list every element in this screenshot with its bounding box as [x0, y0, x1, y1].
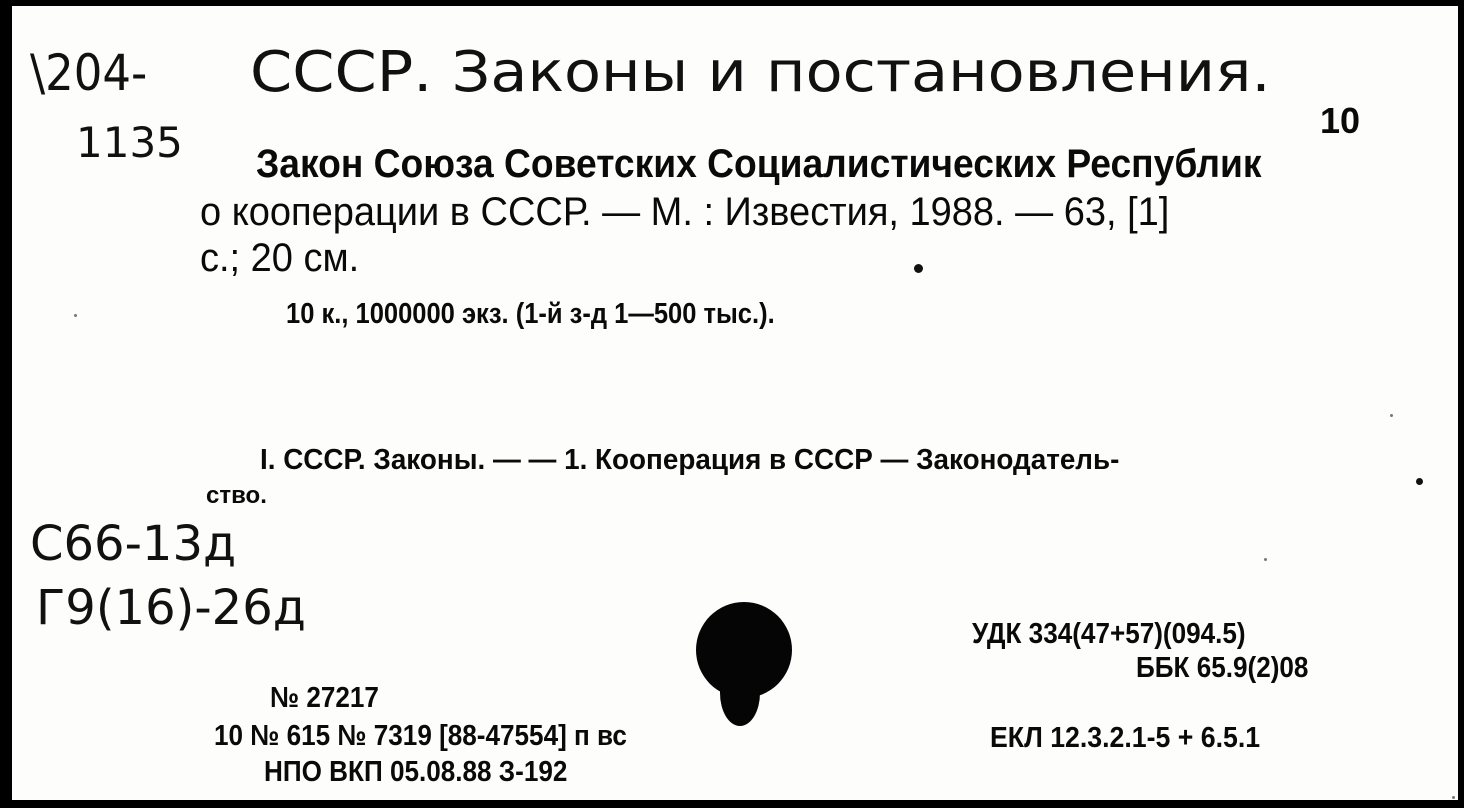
imprint-order-line: 10 № 615 № 7319 [88-47554] п вс: [214, 720, 627, 752]
scan-speck: [1390, 414, 1393, 417]
handwritten-classification-code-2: Г9(16)-26д: [36, 580, 306, 636]
subject-headings-line-2: ство.: [206, 482, 267, 509]
ink-dot: [914, 264, 923, 273]
description-line-1: Закон Союза Советских Социалистических Республик: [256, 142, 1262, 186]
imprint-printer-line: НПО ВКП 05.08.88 З-192: [264, 756, 568, 788]
scan-speck: [1264, 558, 1267, 561]
description-line-2: о кооперации в СССР. — М. : Известия, 1988. — 63, [1]: [200, 190, 1170, 234]
udk-code: УДК 334(47+57)(094.5): [972, 618, 1246, 650]
handwritten-classification-code-1: С66-13д: [30, 516, 237, 572]
description-line-3: с.; 20 см.: [200, 236, 360, 280]
punch-hole-tail: [720, 660, 760, 726]
price-edition-line: 10 к., 1000000 экз. (1-й з-д 1—500 тыс.).: [286, 298, 775, 330]
imprint-number: № 27217: [270, 682, 379, 714]
bbk-code: ББК 65.9(2)08: [1136, 652, 1309, 684]
ekl-code: ЕКЛ 12.3.2.1-5 + 6.5.1: [990, 722, 1261, 754]
handwritten-shelf-mark: \204-: [30, 44, 148, 102]
ink-dot-right: [1416, 478, 1423, 485]
handwritten-heading: СССР. Законы и постановления.: [250, 40, 1271, 105]
scan-speck: [74, 314, 77, 317]
subject-headings-line-1: I. СССР. Законы. — — 1. Кооперация в СССР — Законодатель-: [260, 444, 1120, 476]
handwritten-shelf-mark-number: 1135: [76, 118, 183, 167]
card-number: 10: [1320, 100, 1361, 141]
scan-speck: [1452, 796, 1455, 799]
